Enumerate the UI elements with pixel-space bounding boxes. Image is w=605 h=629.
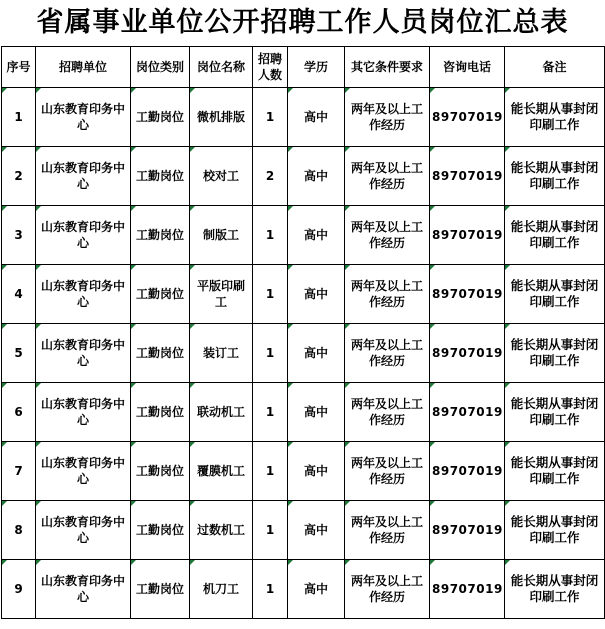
row-no: 6 xyxy=(2,383,36,442)
row-category: 工勤岗位 xyxy=(131,265,190,324)
header-phone: 咨询电话 xyxy=(430,47,505,88)
row-note: 能长期从事封闭印刷工作 xyxy=(505,88,605,147)
page-title: 省属事业单位公开招聘工作人员岗位汇总表 xyxy=(36,7,569,38)
header-unit: 招聘单位 xyxy=(36,47,131,88)
row-phone: 89707019 xyxy=(430,88,505,147)
row-no: 2 xyxy=(2,147,36,206)
row-count: 1 xyxy=(253,501,288,560)
row-position: 平版印刷工 xyxy=(190,265,253,324)
row-education: 高中 xyxy=(288,560,345,619)
row-category: 工勤岗位 xyxy=(131,501,190,560)
row-category: 工勤岗位 xyxy=(131,206,190,265)
row-requirement: 两年及以上工作经历 xyxy=(345,442,430,501)
row-education: 高中 xyxy=(288,383,345,442)
row-no: 1 xyxy=(2,88,36,147)
row-phone: 89707019 xyxy=(430,206,505,265)
row-requirement: 两年及以上工作经历 xyxy=(345,88,430,147)
row-note: 能长期从事封闭印刷工作 xyxy=(505,442,605,501)
positions-table xyxy=(1,46,605,619)
table-row xyxy=(2,501,605,560)
header-requirement: 其它条件要求 xyxy=(345,47,430,88)
row-requirement: 两年及以上工作经历 xyxy=(345,501,430,560)
table-row xyxy=(2,383,605,442)
row-position: 机刀工 xyxy=(190,560,253,619)
row-requirement: 两年及以上工作经历 xyxy=(345,206,430,265)
row-category: 工勤岗位 xyxy=(131,560,190,619)
table-row xyxy=(2,147,605,206)
row-unit: 山东教育印务中心 xyxy=(36,88,131,147)
row-phone: 89707019 xyxy=(430,324,505,383)
row-category: 工勤岗位 xyxy=(131,324,190,383)
row-unit: 山东教育印务中心 xyxy=(36,147,131,206)
row-note: 能长期从事封闭印刷工作 xyxy=(505,560,605,619)
header-no: 序号 xyxy=(2,47,36,88)
row-education: 高中 xyxy=(288,265,345,324)
row-unit: 山东教育印务中心 xyxy=(36,206,131,265)
row-count: 1 xyxy=(253,442,288,501)
row-count: 1 xyxy=(253,383,288,442)
header-category: 岗位类别 xyxy=(131,47,190,88)
header-position: 岗位名称 xyxy=(190,47,253,88)
row-note: 能长期从事封闭印刷工作 xyxy=(505,383,605,442)
row-unit: 山东教育印务中心 xyxy=(36,324,131,383)
row-education: 高中 xyxy=(288,442,345,501)
row-position: 过数机工 xyxy=(190,501,253,560)
header-education: 学历 xyxy=(288,47,345,88)
table-row xyxy=(2,324,605,383)
row-count: 1 xyxy=(253,324,288,383)
row-category: 工勤岗位 xyxy=(131,147,190,206)
row-education: 高中 xyxy=(288,147,345,206)
row-phone: 89707019 xyxy=(430,265,505,324)
row-no: 9 xyxy=(2,560,36,619)
row-count: 2 xyxy=(253,147,288,206)
row-category: 工勤岗位 xyxy=(131,383,190,442)
row-position: 制版工 xyxy=(190,206,253,265)
row-note: 能长期从事封闭印刷工作 xyxy=(505,324,605,383)
row-requirement: 两年及以上工作经历 xyxy=(345,147,430,206)
row-requirement: 两年及以上工作经历 xyxy=(345,560,430,619)
row-phone: 89707019 xyxy=(430,383,505,442)
row-requirement: 两年及以上工作经历 xyxy=(345,383,430,442)
row-unit: 山东教育印务中心 xyxy=(36,501,131,560)
row-position: 装订工 xyxy=(190,324,253,383)
row-position: 覆膜机工 xyxy=(190,442,253,501)
row-note: 能长期从事封闭印刷工作 xyxy=(505,206,605,265)
table-row xyxy=(2,442,605,501)
row-phone: 89707019 xyxy=(430,501,505,560)
row-no: 8 xyxy=(2,501,36,560)
row-position: 微机排版 xyxy=(190,88,253,147)
row-note: 能长期从事封闭印刷工作 xyxy=(505,501,605,560)
row-unit: 山东教育印务中心 xyxy=(36,383,131,442)
row-education: 高中 xyxy=(288,501,345,560)
row-note: 能长期从事封闭印刷工作 xyxy=(505,147,605,206)
table-row xyxy=(2,560,605,619)
table-row xyxy=(2,88,605,147)
table-row xyxy=(2,265,605,324)
row-count: 1 xyxy=(253,265,288,324)
row-category: 工勤岗位 xyxy=(131,442,190,501)
row-requirement: 两年及以上工作经历 xyxy=(345,265,430,324)
row-count: 1 xyxy=(253,560,288,619)
header-note: 备注 xyxy=(505,47,605,88)
row-unit: 山东教育印务中心 xyxy=(36,560,131,619)
row-count: 1 xyxy=(253,88,288,147)
row-education: 高中 xyxy=(288,324,345,383)
header-row xyxy=(2,47,605,88)
row-unit: 山东教育印务中心 xyxy=(36,265,131,324)
row-no: 3 xyxy=(2,206,36,265)
header-count: 招聘人数 xyxy=(253,47,288,88)
row-phone: 89707019 xyxy=(430,442,505,501)
row-education: 高中 xyxy=(288,206,345,265)
row-category: 工勤岗位 xyxy=(131,88,190,147)
row-position: 校对工 xyxy=(190,147,253,206)
row-no: 5 xyxy=(2,324,36,383)
row-no: 7 xyxy=(2,442,36,501)
row-position: 联动机工 xyxy=(190,383,253,442)
row-requirement: 两年及以上工作经历 xyxy=(345,324,430,383)
row-note: 能长期从事封闭印刷工作 xyxy=(505,265,605,324)
row-phone: 89707019 xyxy=(430,560,505,619)
row-phone: 89707019 xyxy=(430,147,505,206)
row-unit: 山东教育印务中心 xyxy=(36,442,131,501)
row-count: 1 xyxy=(253,206,288,265)
row-no: 4 xyxy=(2,265,36,324)
table-row xyxy=(2,206,605,265)
row-education: 高中 xyxy=(288,88,345,147)
